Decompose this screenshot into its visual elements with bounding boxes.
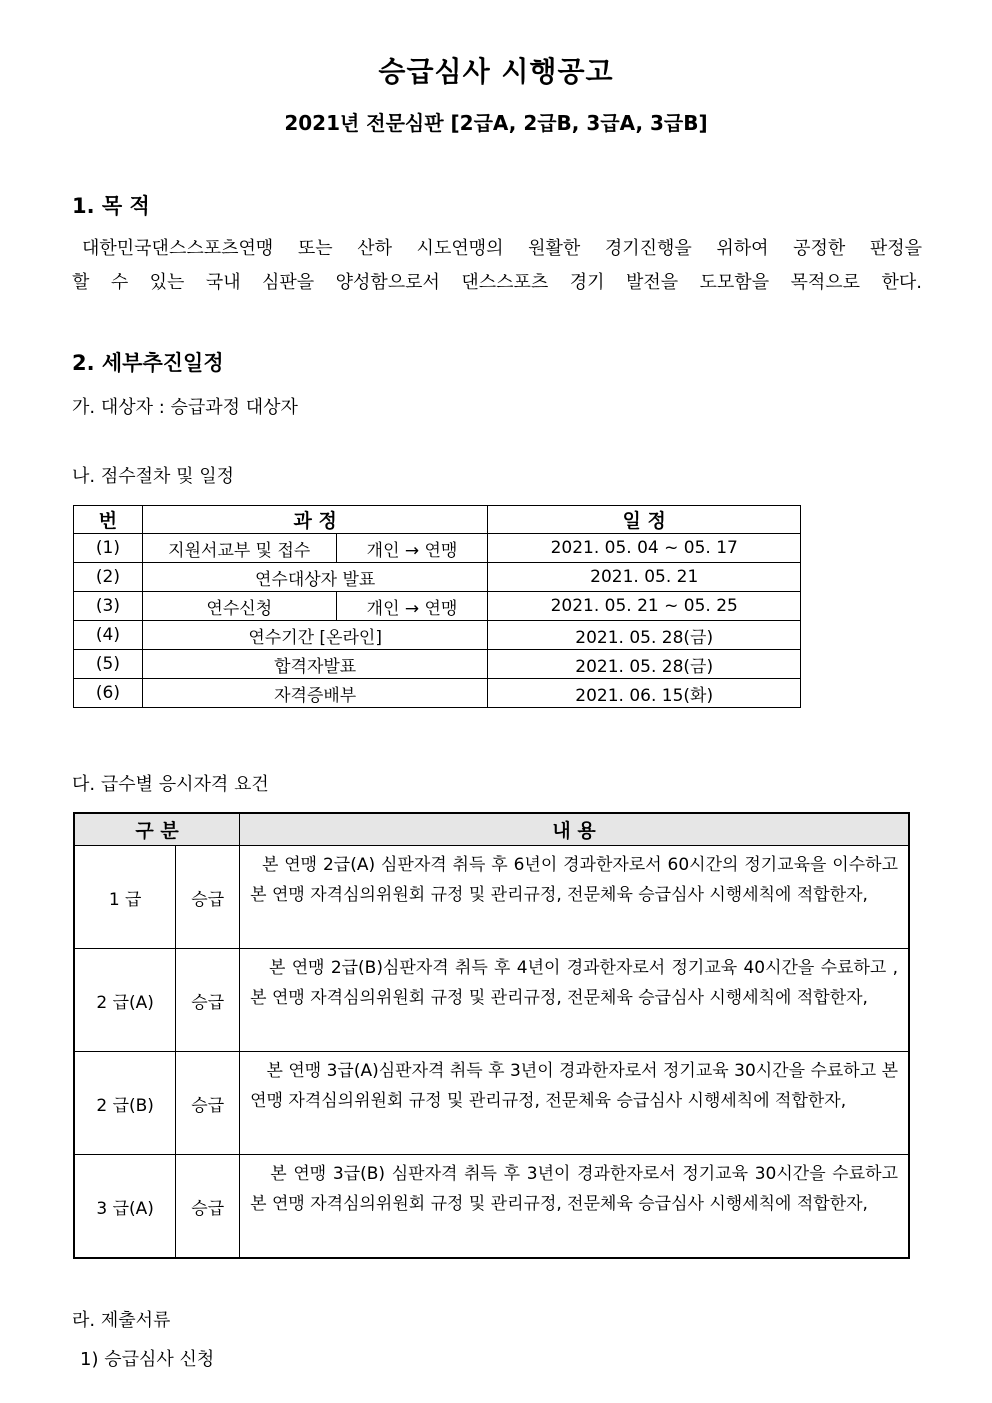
table-row xyxy=(74,1052,909,1155)
schedule-header-process: 과 정 xyxy=(142,506,487,534)
schedule-caption: 나. 점수절차 및 일정 xyxy=(72,466,234,487)
qualification-grade: 3 급(A) xyxy=(74,1155,176,1259)
table-row xyxy=(74,621,801,650)
qualification-content: 본 연맹 2급(B)심판자격 취득 후 4년이 경과한자로서 정기교육 40시간을 수료하고 , 본 연맹 자격심의위원회 규정 및 관리규정, 전문체육 승급심사 시행세칙에 적합한자, xyxy=(240,949,909,1052)
schedule-date: 2021. 05. 21 ~ 05. 25 xyxy=(488,592,801,621)
schedule-flow: 개인 → 연맹 xyxy=(336,534,488,563)
qualification-type: 승급 xyxy=(176,1155,240,1259)
schedule-table xyxy=(73,505,801,708)
schedule-header-date: 일 정 xyxy=(488,506,801,534)
section-1-heading: 1. 목 적 xyxy=(72,194,150,218)
schedule-header-row xyxy=(74,506,801,534)
section-2-heading: 2. 세부추진일정 xyxy=(72,351,224,375)
qualifications-caption: 다. 급수별 응시자격 요건 xyxy=(72,774,269,795)
table-row xyxy=(74,534,801,563)
documents-item-1: 1) 승급심사 신청 xyxy=(80,1349,215,1370)
qualification-type: 승급 xyxy=(176,949,240,1052)
schedule-no: (4) xyxy=(74,621,143,650)
purpose-paragraph xyxy=(72,232,922,300)
qualification-content: 본 연맹 2급(A) 심판자격 취득 후 6년이 경과한자로서 60시간의 정기교육을 이수하고 본 연맹 자격심의위원회 규정 및 관리규정, 전문체육 승급심사 시행세칙에 적합한자, xyxy=(240,846,909,949)
qualification-grade: 2 급(B) xyxy=(74,1052,176,1155)
qualifications-header-content: 내 용 xyxy=(240,813,909,846)
qualification-grade: 2 급(A) xyxy=(74,949,176,1052)
qualification-type: 승급 xyxy=(176,1052,240,1155)
schedule-date: 2021. 05. 28(금) xyxy=(488,621,801,650)
schedule-date: 2021. 05. 21 xyxy=(488,563,801,592)
schedule-process: 합격자발표 xyxy=(142,650,487,679)
schedule-date: 2021. 06. 15(화) xyxy=(488,679,801,708)
schedule-process: 연수대상자 발표 xyxy=(142,563,487,592)
schedule-process: 자격증배부 xyxy=(142,679,487,708)
table-row xyxy=(74,846,909,949)
documents-caption: 라. 제출서류 xyxy=(72,1310,171,1331)
schedule-no: (5) xyxy=(74,650,143,679)
schedule-no: (1) xyxy=(74,534,143,563)
qualification-type: 승급 xyxy=(176,846,240,949)
table-row xyxy=(74,592,801,621)
qualifications-header-row xyxy=(74,813,909,846)
table-row xyxy=(74,563,801,592)
qualification-content: 본 연맹 3급(B) 심판자격 취득 후 3년이 경과한자로서 정기교육 30시간을 수료하고 본 연맹 자격심의위원회 규정 및 관리규정, 전문체육 승급심사 시행세칙에 적합한자, xyxy=(240,1155,909,1259)
schedule-flow: 개인 → 연맹 xyxy=(336,592,488,621)
schedule-header-no: 번 xyxy=(74,506,143,534)
table-row xyxy=(74,1155,909,1259)
schedule-no: (3) xyxy=(74,592,143,621)
schedule-date: 2021. 05. 28(금) xyxy=(488,650,801,679)
document-subtitle: 2021년 전문심판 [2급A, 2급B, 3급A, 3급B] xyxy=(284,111,708,135)
qualification-content: 본 연맹 3급(A)심판자격 취득 후 3년이 경과한자로서 정기교육 30시간을 수료하고 본 연맹 자격심의위원회 규정 및 관리규정, 전문체육 승급심사 시행세칙에 적합한자, xyxy=(240,1052,909,1155)
schedule-process: 연수신청 xyxy=(142,592,336,621)
schedule-process: 지원서교부 및 접수 xyxy=(142,534,336,563)
table-row xyxy=(74,949,909,1052)
purpose-line-1: 대한민국댄스스포츠연맹 또는 산하 시도연맹의 원활한 경기진행을 위하여 공정한 판정을 xyxy=(82,238,922,259)
purpose-line-2: 할 수 있는 국내 심판을 양성함으로서 댄스스포츠 경기 발전을 도모함을 목적으로 한다. xyxy=(72,272,922,293)
schedule-no: (6) xyxy=(74,679,143,708)
schedule-process: 연수기간 [온라인] xyxy=(142,621,487,650)
target-line: 가. 대상자 : 승급과정 대상자 xyxy=(72,397,298,418)
qualifications-header-category: 구 분 xyxy=(74,813,240,846)
table-row xyxy=(74,650,801,679)
schedule-date: 2021. 05. 04 ~ 05. 17 xyxy=(488,534,801,563)
document-title: 승급심사 시행공고 xyxy=(378,55,614,88)
schedule-no: (2) xyxy=(74,563,143,592)
table-row xyxy=(74,679,801,708)
qualification-grade: 1 급 xyxy=(74,846,176,949)
qualifications-table xyxy=(73,812,910,1259)
